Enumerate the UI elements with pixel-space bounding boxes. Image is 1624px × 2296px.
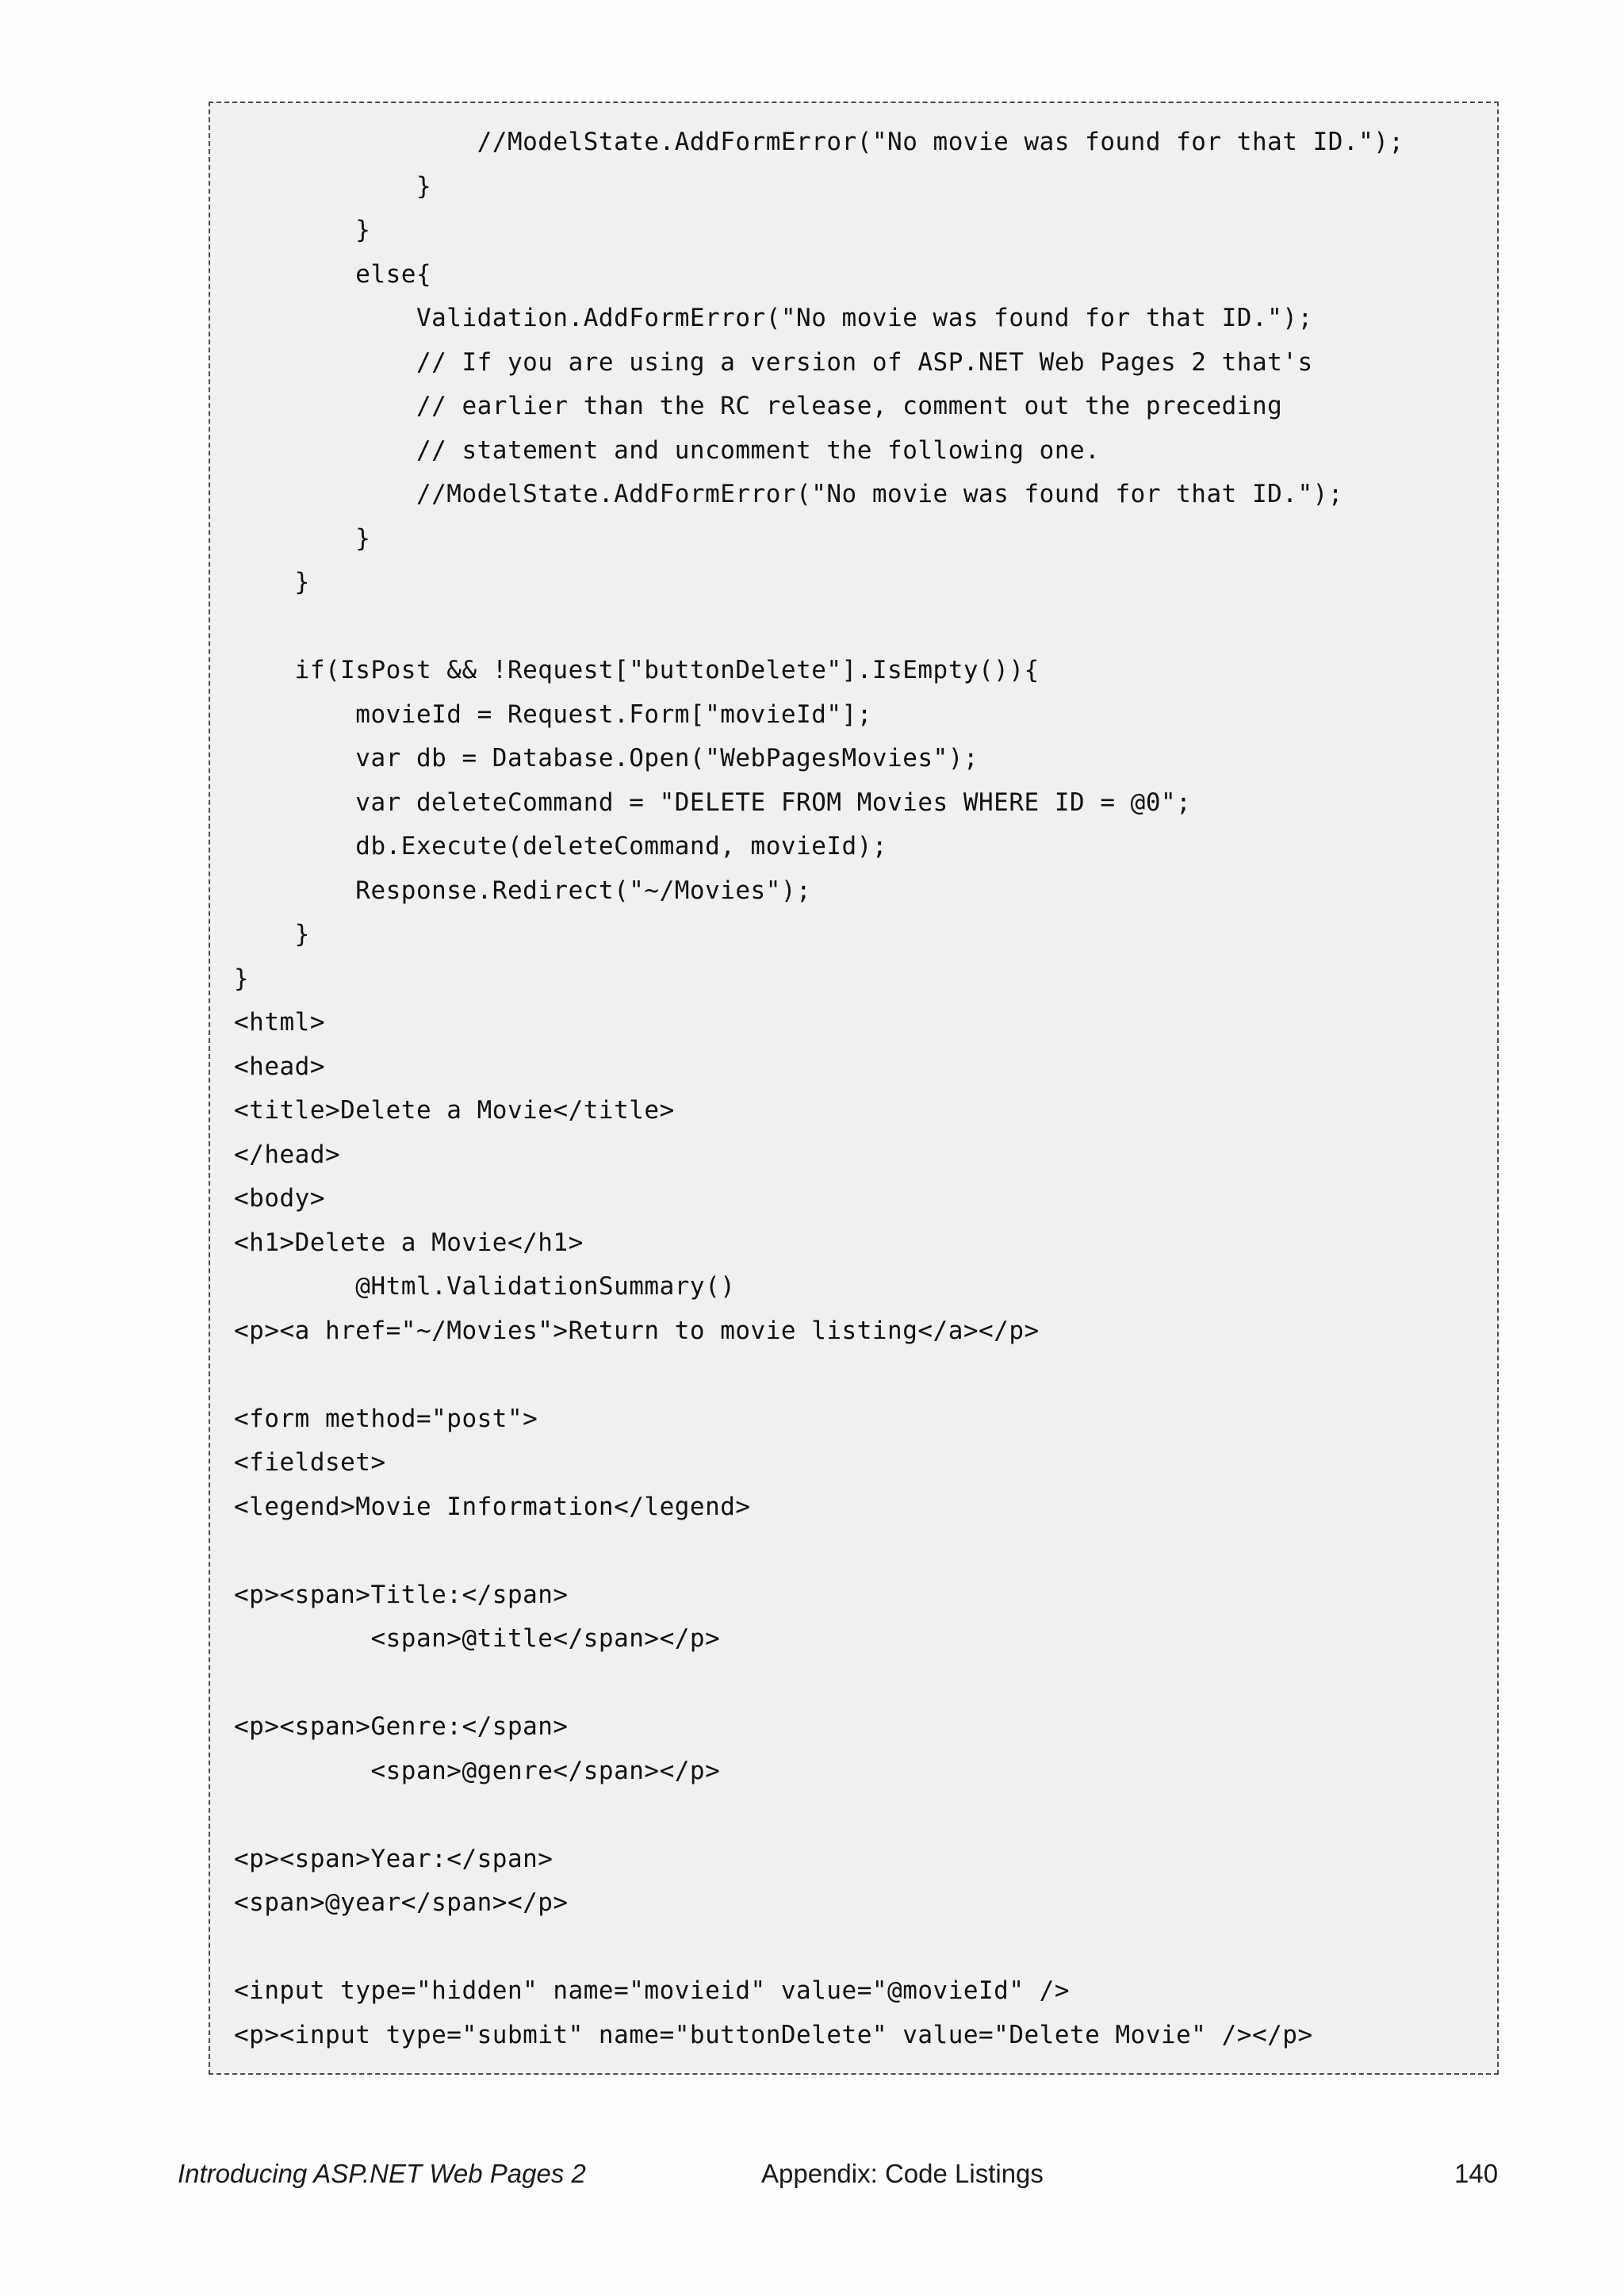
code-line [234, 1793, 1404, 1838]
code-line: <legend>Movie Information</legend> [234, 1492, 751, 1521]
code-line: @Html.ValidationSummary() [234, 1272, 736, 1301]
code-line: <span>@year</span></p> [234, 1888, 569, 1917]
code-line: <input type="hidden" name="movieid" value="@movieId" /> [234, 1976, 1070, 2005]
code-line: // statement and uncomment the following one. [234, 435, 1101, 465]
code-line: db.Execute(deleteCommand, movieId); [234, 832, 888, 861]
code-listing-box [209, 102, 1499, 2075]
code-line: } [234, 216, 371, 244]
code-line: <p><span>Title:</span> [234, 1580, 569, 1609]
code-line: var deleteCommand = "DELETE FROM Movies WHERE ID = @0"; [234, 788, 1192, 817]
code-line: <body> [234, 1184, 325, 1213]
code-line [234, 1353, 1404, 1397]
code-line: //ModelState.AddFormError("No movie was found for that ID."); [234, 128, 1404, 156]
code-line: } [234, 964, 250, 993]
code-line [234, 1926, 1404, 1970]
code-line: else{ [234, 259, 432, 289]
code-line: } [234, 568, 310, 596]
code-line: var db = Database.Open("WebPagesMovies"); [234, 744, 979, 772]
code-line: <form method="post"> [234, 1404, 538, 1433]
code-line: <p><span>Year:</span> [234, 1844, 553, 1873]
code-line: } [234, 171, 432, 201]
code-line: // If you are using a version of ASP.NET Web Pages 2 that's [234, 347, 1313, 377]
code-line: <span>@title</span></p> [234, 1624, 721, 1653]
code-line: <span>@genre</span></p> [234, 1756, 721, 1785]
code-line: Validation.AddFormError("No movie was found for that ID."); [234, 304, 1313, 332]
code-line: <fieldset> [234, 1448, 386, 1477]
code-line: <title>Delete a Movie</title> [234, 1096, 675, 1125]
code-line: <h1>Delete a Movie</h1> [234, 1228, 584, 1257]
code-line: //ModelState.AddFormError("No movie was found for that ID."); [234, 480, 1343, 508]
code-line [234, 605, 1404, 650]
code-line: movieId = Request.Form["movieId"]; [234, 700, 872, 729]
code-line: // earlier than the RC release, comment out the preceding [234, 392, 1283, 420]
code-line: <head> [234, 1052, 325, 1081]
footer-page-number: 140 [1454, 2159, 1499, 2188]
code-line: Response.Redirect("~/Movies"); [234, 876, 812, 905]
footer-section: Appendix: Code Listings [761, 2159, 1044, 2188]
code-line: } [234, 523, 371, 553]
footer-book-title: Introducing ASP.NET Web Pages 2 [178, 2159, 586, 2188]
code-line: <html> [234, 1008, 325, 1037]
code-line: </head> [234, 1140, 341, 1169]
code-line [234, 1662, 1404, 1706]
code-line: <p><input type="submit" name="buttonDelete" value="Delete Movie" /></p> [234, 2020, 1313, 2049]
code-line [234, 1529, 1404, 1573]
code-listing [234, 121, 1404, 2057]
code-line: } [234, 920, 310, 949]
code-line: if(IsPost && !Request["buttonDelete"].IsEmpty()){ [234, 656, 1040, 684]
code-line: <p><a href="~/Movies">Return to movie listing</a></p> [234, 1316, 1040, 1345]
code-line: <p><span>Genre:</span> [234, 1712, 569, 1741]
